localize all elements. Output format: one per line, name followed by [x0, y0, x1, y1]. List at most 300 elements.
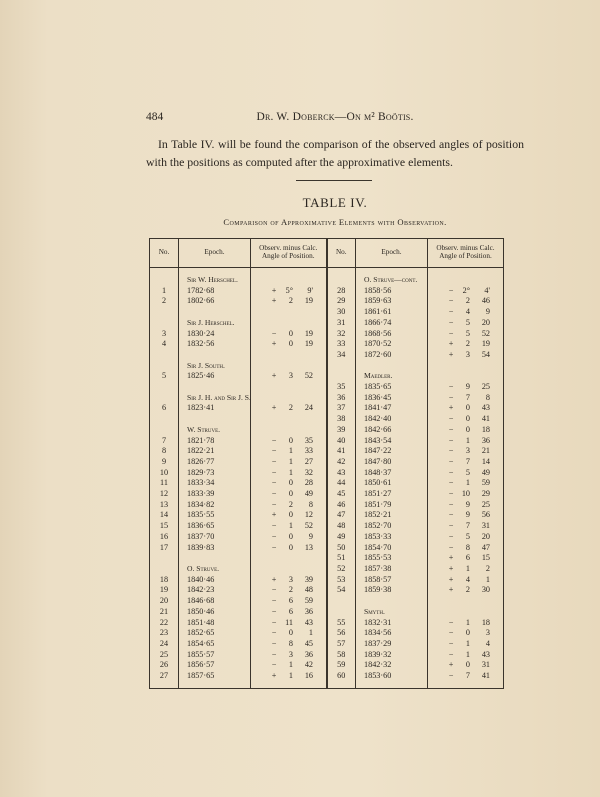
residual-cell	[251, 596, 327, 607]
residual-sign: −	[448, 542, 454, 552]
residual-minutes: 56	[481, 510, 490, 520]
residual-degrees: 8	[288, 638, 293, 648]
epoch-cell: 1823·41	[179, 403, 251, 414]
running-title: Dr. W. Doberck—On μ² Boötis.	[256, 111, 414, 123]
residual-minutes: 46	[481, 296, 490, 306]
residual-degrees: 2	[465, 339, 470, 349]
row-number: 5	[150, 371, 179, 382]
residual-cell	[428, 350, 504, 361]
residual-cell	[251, 639, 327, 650]
residual-minutes: 19	[304, 296, 313, 306]
epoch-cell	[179, 553, 251, 564]
residual-degrees: 7	[465, 521, 470, 531]
observer-heading: W. Struve.	[179, 425, 251, 436]
residual-cell	[428, 329, 504, 340]
spacer-cell	[327, 268, 356, 276]
residual-degrees: 9	[465, 499, 470, 509]
residual-sign: −	[271, 521, 277, 531]
residual-cell	[251, 585, 327, 596]
epoch-cell: 1842·32	[356, 660, 428, 671]
residual-minutes: 54	[481, 349, 490, 359]
row-number: 41	[327, 446, 356, 457]
residual-sign: −	[271, 542, 277, 552]
epoch-cell: 1834·56	[356, 628, 428, 639]
residual-degrees: 3	[465, 446, 470, 456]
row-number	[327, 596, 356, 607]
residual-minutes: 31	[481, 660, 490, 670]
residual-sign: −	[448, 521, 454, 531]
row-number: 29	[327, 296, 356, 307]
residual-minutes: 33	[304, 446, 313, 456]
residual-minutes: 45	[304, 638, 313, 648]
residual-degrees: 1	[465, 435, 470, 445]
residual-cell	[251, 510, 327, 521]
row-number: 38	[327, 414, 356, 425]
residual-minutes: 31	[481, 521, 490, 531]
row-number: 43	[327, 468, 356, 479]
residual-sign: −	[448, 414, 454, 424]
table-row	[150, 329, 504, 340]
table-row	[150, 543, 504, 554]
residual-cell	[251, 660, 327, 671]
residual-cell	[251, 575, 327, 586]
row-number: 15	[150, 521, 179, 532]
residual-sign: +	[448, 339, 454, 349]
residual-cell	[251, 382, 327, 393]
residual-cell	[251, 521, 327, 532]
residual-cell	[428, 585, 504, 596]
residual-minutes: 52	[304, 521, 313, 531]
residual-sign: −	[448, 671, 454, 681]
row-number: 12	[150, 489, 179, 500]
row-number: 31	[327, 318, 356, 329]
residual-cell	[251, 403, 327, 414]
residual-minutes: 19	[481, 339, 490, 349]
residual-degrees: 1	[288, 456, 293, 466]
epoch-cell: 1842·66	[356, 425, 428, 436]
residual-cell	[251, 339, 327, 350]
residual-cell	[251, 650, 327, 661]
residual-degrees: 0	[288, 328, 293, 338]
residual-degrees: 9	[465, 382, 470, 392]
residual-cell	[428, 286, 504, 297]
epoch-cell: 1852·65	[179, 628, 251, 639]
residual-cell	[251, 478, 327, 489]
epoch-cell	[179, 414, 251, 425]
residual-cell	[428, 543, 504, 554]
residual-sign: −	[448, 392, 454, 402]
table-row	[150, 585, 504, 596]
residual-sign: −	[271, 660, 277, 670]
epoch-cell: 1853·33	[356, 532, 428, 543]
residual-degrees: 1	[288, 660, 293, 670]
residual-minutes: 47	[481, 542, 490, 552]
residual-minutes: 9	[485, 307, 490, 317]
residual-sign: −	[448, 638, 454, 648]
residual-cell	[251, 457, 327, 468]
epoch-cell: 1852·21	[356, 510, 428, 521]
residual-minutes: 42	[304, 660, 313, 670]
residual-degrees: 0	[288, 542, 293, 552]
epoch-cell: 1870·52	[356, 339, 428, 350]
residual-degrees: 5	[465, 317, 470, 327]
residual-cell	[251, 532, 327, 543]
residual-cell	[251, 425, 327, 436]
residual-sign: −	[271, 478, 277, 488]
residual-degrees: 7	[465, 456, 470, 466]
observer-heading: Smyth.	[356, 607, 428, 618]
epoch-cell: 1782·68	[179, 286, 251, 297]
row-number: 34	[327, 350, 356, 361]
observer-heading: Sir W. Herschel.	[179, 275, 251, 286]
residual-sign: −	[448, 628, 454, 638]
residual-degrees: 7	[465, 671, 470, 681]
residual-minutes: 16	[304, 671, 313, 681]
table-row	[150, 446, 504, 457]
residual-minutes: 52	[304, 371, 313, 381]
table-row	[150, 393, 504, 404]
residual-sign: +	[271, 574, 277, 584]
spacer-cell	[251, 268, 327, 276]
residual-minutes: 27	[304, 456, 313, 466]
row-number	[327, 371, 356, 382]
residual-degrees: 2	[288, 499, 293, 509]
row-number: 33	[327, 339, 356, 350]
row-number	[150, 318, 179, 329]
residual-cell	[428, 436, 504, 447]
residual-degrees: 6	[288, 606, 293, 616]
residual-degrees: 9	[465, 510, 470, 520]
epoch-cell: 1829·73	[179, 468, 251, 479]
observer-heading: O. Struve.	[179, 564, 251, 575]
row-number: 32	[327, 329, 356, 340]
residual-sign: −	[271, 531, 277, 541]
residual-minutes: 9	[308, 531, 313, 541]
residual-degrees: 0	[465, 424, 470, 434]
residual-degrees: 10	[461, 489, 470, 499]
residual-sign: +	[448, 660, 454, 670]
residual-degrees: 1	[288, 446, 293, 456]
residual-sign: −	[271, 456, 277, 466]
residual-sign: −	[271, 328, 277, 338]
table-subtitle: Comparison of Approximative Elements with Observation.	[223, 217, 447, 227]
residual-minutes: 48	[304, 585, 313, 595]
row-number: 40	[327, 436, 356, 447]
residual-minutes: 24	[304, 403, 313, 413]
residual-degrees: 1	[465, 638, 470, 648]
epoch-cell: 1836·45	[356, 393, 428, 404]
residual-cell	[428, 382, 504, 393]
section-divider	[296, 180, 372, 181]
residual-sign: +	[271, 510, 277, 520]
residual-degrees: 5°	[285, 285, 293, 295]
residual-degrees: 1	[288, 671, 293, 681]
table-row	[150, 275, 504, 286]
column-header: No.	[150, 239, 179, 268]
epoch-cell: 1851·48	[179, 618, 251, 629]
table-row	[150, 468, 504, 479]
row-number: 47	[327, 510, 356, 521]
row-number: 35	[327, 382, 356, 393]
residual-cell	[251, 489, 327, 500]
epoch-cell: 1854·65	[179, 639, 251, 650]
residual-cell	[428, 510, 504, 521]
residual-cell	[251, 393, 327, 404]
epoch-cell: 1837·29	[356, 639, 428, 650]
residual-degrees: 1	[465, 563, 470, 573]
column-header: Epoch.	[356, 239, 428, 268]
table-row	[150, 521, 504, 532]
residual-minutes: 49	[481, 467, 490, 477]
table-title: TABLE IV.	[302, 195, 368, 210]
row-number: 20	[150, 596, 179, 607]
row-number: 11	[150, 478, 179, 489]
residual-sign: −	[271, 446, 277, 456]
row-number: 30	[327, 307, 356, 318]
residual-sign: −	[448, 424, 454, 434]
residual-cell	[428, 671, 504, 688]
table-row	[150, 628, 504, 639]
row-number	[150, 564, 179, 575]
residual-cell	[428, 532, 504, 543]
residual-sign: −	[448, 467, 454, 477]
epoch-cell	[356, 361, 428, 372]
table-row	[150, 478, 504, 489]
residual-degrees: 1	[465, 478, 470, 488]
epoch-cell: 1835·55	[179, 510, 251, 521]
residual-minutes: 12	[304, 510, 313, 520]
residual-degrees: 2	[288, 296, 293, 306]
epoch-cell: 1866·74	[356, 318, 428, 329]
epoch-cell: 1858·57	[356, 575, 428, 586]
residual-degrees: 8	[465, 542, 470, 552]
epoch-cell: 1853·60	[356, 671, 428, 688]
table-row	[150, 564, 504, 575]
table-row	[150, 436, 504, 447]
page-header	[146, 111, 524, 127]
table-row	[150, 296, 504, 307]
table-row	[150, 318, 504, 329]
column-header: Observ. minus Calc. Angle of Position.	[251, 239, 327, 268]
row-number	[150, 350, 179, 361]
row-number: 2	[150, 296, 179, 307]
residual-cell	[428, 457, 504, 468]
epoch-cell: 1802·66	[179, 296, 251, 307]
residual-sign: −	[448, 317, 454, 327]
table-row	[150, 596, 504, 607]
row-number: 52	[327, 564, 356, 575]
epoch-cell	[179, 382, 251, 393]
epoch-cell: 1835·65	[356, 382, 428, 393]
epoch-cell: 1846·68	[179, 596, 251, 607]
table-row	[150, 575, 504, 586]
residual-degrees: 3	[288, 649, 293, 659]
residual-cell	[428, 425, 504, 436]
residual-degrees: 4	[465, 307, 470, 317]
residual-sign: −	[448, 382, 454, 392]
residual-cell	[428, 628, 504, 639]
table-row	[150, 371, 504, 382]
residual-degrees: 6	[288, 596, 293, 606]
residual-cell	[428, 575, 504, 586]
residual-cell	[428, 318, 504, 329]
residual-cell	[428, 468, 504, 479]
row-number: 9	[150, 457, 179, 468]
residual-minutes: 32	[304, 467, 313, 477]
residual-minutes: 8	[308, 499, 313, 509]
row-number: 53	[327, 575, 356, 586]
row-number: 48	[327, 521, 356, 532]
residual-sign: −	[448, 446, 454, 456]
residual-degrees: 0	[288, 489, 293, 499]
residual-cell	[428, 393, 504, 404]
residual-sign: −	[448, 489, 454, 499]
row-number: 57	[327, 639, 356, 650]
epoch-cell: 1851·79	[356, 500, 428, 511]
table-row	[150, 500, 504, 511]
table-row	[150, 425, 504, 436]
residual-cell	[251, 628, 327, 639]
residual-sign: −	[271, 638, 277, 648]
residual-degrees: 3	[465, 349, 470, 359]
observer-heading: Sir J. Herschel.	[179, 318, 251, 329]
residual-cell	[428, 639, 504, 650]
row-number: 17	[150, 543, 179, 554]
table-row	[150, 350, 504, 361]
residual-sign: +	[271, 296, 277, 306]
residual-degrees: 0	[288, 628, 293, 638]
residual-cell	[251, 361, 327, 372]
table-row	[150, 403, 504, 414]
epoch-cell: 1850·46	[179, 607, 251, 618]
row-number: 16	[150, 532, 179, 543]
row-number	[327, 361, 356, 372]
residual-degrees: 1	[465, 649, 470, 659]
epoch-cell: 1847·80	[356, 457, 428, 468]
row-number	[150, 553, 179, 564]
spacer-row	[150, 268, 504, 276]
residual-sign: +	[448, 403, 454, 413]
residual-cell	[428, 414, 504, 425]
observer-heading: Maedler.	[356, 371, 428, 382]
residual-degrees: 3	[288, 574, 293, 584]
row-number: 58	[327, 650, 356, 661]
residual-degrees: 0	[465, 628, 470, 638]
table-row	[150, 510, 504, 521]
row-number: 18	[150, 575, 179, 586]
residual-cell	[428, 403, 504, 414]
row-number: 13	[150, 500, 179, 511]
residual-sign: +	[448, 563, 454, 573]
residual-degrees: 0	[465, 403, 470, 413]
table-row	[150, 618, 504, 629]
residual-sign: −	[271, 499, 277, 509]
table-row	[150, 650, 504, 661]
epoch-cell	[179, 307, 251, 318]
residual-sign: −	[448, 617, 454, 627]
residual-cell	[251, 318, 327, 329]
residual-degrees: 3	[288, 371, 293, 381]
table-row	[150, 489, 504, 500]
residual-minutes: 25	[481, 382, 490, 392]
residual-cell	[251, 671, 327, 688]
epoch-cell: 1836·65	[179, 521, 251, 532]
residual-minutes: 41	[481, 671, 490, 681]
row-number: 42	[327, 457, 356, 468]
residual-sign: −	[271, 649, 277, 659]
row-number: 44	[327, 478, 356, 489]
residual-cell	[428, 607, 504, 618]
residual-minutes: 8	[485, 392, 490, 402]
residual-sign: −	[271, 489, 277, 499]
epoch-cell: 1855·53	[356, 553, 428, 564]
page-number: 484	[146, 111, 164, 123]
table-body	[150, 268, 504, 689]
epoch-cell: 1842·40	[356, 414, 428, 425]
residual-sign: −	[271, 467, 277, 477]
residual-minutes: 13	[304, 542, 313, 552]
residual-minutes: 15	[481, 553, 490, 563]
epoch-cell: 1842·23	[179, 585, 251, 596]
residual-minutes: 21	[481, 446, 490, 456]
residual-degrees: 0	[465, 660, 470, 670]
epoch-cell: 1826·77	[179, 457, 251, 468]
residual-cell	[428, 521, 504, 532]
residual-degrees: 0	[288, 531, 293, 541]
residual-minutes: 39	[304, 574, 313, 584]
residual-cell	[428, 564, 504, 575]
residual-minutes: 43	[304, 617, 313, 627]
epoch-cell: 1848·37	[356, 468, 428, 479]
residual-minutes: 1	[308, 628, 313, 638]
residual-minutes: 25	[481, 499, 490, 509]
residual-minutes: 20	[481, 317, 490, 327]
residual-cell	[428, 478, 504, 489]
residual-sign: −	[448, 435, 454, 445]
epoch-cell: 1847·22	[356, 446, 428, 457]
row-number: 6	[150, 403, 179, 414]
residual-degrees: 6	[465, 553, 470, 563]
row-number: 59	[327, 660, 356, 671]
residual-minutes: 36	[304, 606, 313, 616]
residual-sign: −	[448, 307, 454, 317]
table-row	[150, 307, 504, 318]
intro-paragraph: In Table IV. will be found the comparison of the observed angles of position with the positions as computed after the approximative elements.	[146, 137, 524, 169]
residual-cell	[251, 286, 327, 297]
row-number: 24	[150, 639, 179, 650]
row-number: 51	[327, 553, 356, 564]
residual-degrees: 0	[288, 478, 293, 488]
residual-sign: −	[448, 478, 454, 488]
epoch-cell: 1832·31	[356, 618, 428, 629]
residual-minutes: 41	[481, 414, 490, 424]
epoch-cell: 1833·39	[179, 489, 251, 500]
column-header: Observ. minus Calc. Angle of Position.	[428, 239, 504, 268]
residual-sign: −	[448, 285, 454, 295]
residual-degrees: 5	[465, 531, 470, 541]
row-number: 39	[327, 425, 356, 436]
residual-sign: +	[271, 671, 277, 681]
residual-cell	[428, 339, 504, 350]
epoch-cell: 1852·70	[356, 521, 428, 532]
row-number	[150, 361, 179, 372]
row-number	[327, 607, 356, 618]
residual-minutes: 19	[304, 328, 313, 338]
residual-minutes: 9'	[307, 285, 313, 295]
epoch-cell	[179, 350, 251, 361]
residual-sign: +	[448, 349, 454, 359]
epoch-cell: 1850·61	[356, 478, 428, 489]
